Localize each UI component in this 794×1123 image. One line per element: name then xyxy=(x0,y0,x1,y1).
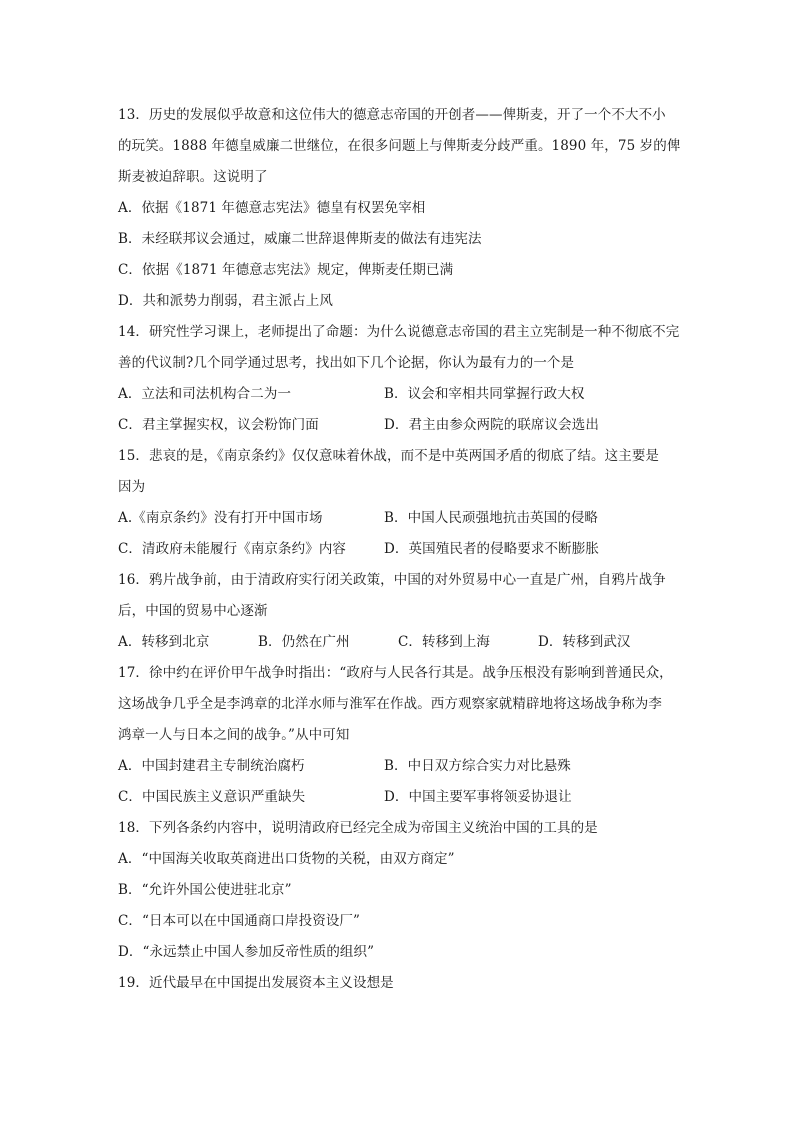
question-stem-line: 这场战争几乎全是李鸿章的北洋水师与淮军在作战。西方观察家就精辟地将这场战争称为李 xyxy=(118,696,662,712)
option-d: D．中国主要军事将领妥协退让 xyxy=(384,789,572,805)
option-d: D．“永远禁止中国人参加反帝性质的组织” xyxy=(118,944,375,960)
option-row xyxy=(118,782,678,813)
exam-page xyxy=(118,100,681,999)
option-d: D．转移到武汉 xyxy=(538,634,631,650)
question-stem-line: 的玩笑。1888 年德皇威廉二世继位，在很多问题上与俾斯麦分歧严重。1890 年，75 岁的俾 xyxy=(118,138,681,154)
option-c: C．依据《1871 年德意志宪法》规定，俾斯麦任期已满 xyxy=(118,262,454,278)
option-b: B．中日双方综合实力对比悬殊 xyxy=(384,758,571,774)
option-row xyxy=(118,751,678,782)
question-stem-line: 17．徐中约在评价甲午战争时指出：“政府与人民各行其是。战争压根没有影响到普通民众， xyxy=(118,665,673,681)
option-b: B．仍然在广州 xyxy=(258,634,350,650)
question-stem-line: 因为 xyxy=(118,479,146,495)
question-17 xyxy=(118,658,678,813)
question-stem-line: 15．悲哀的是，《南京条约》仅仅意味着休战，而不是中英两国矛盾的彻底了结。这主要是 xyxy=(118,448,660,464)
option-b: B．议会和宰相共同掌握行政大权 xyxy=(384,386,585,402)
option-row xyxy=(118,410,678,441)
question-stem-line: 后，中国的贸易中心逐渐 xyxy=(118,603,268,619)
option-a: A．立法和司法机构合二为一 xyxy=(118,386,292,402)
option-a: A．依据《1871 年德意志宪法》德皇有权罢免宰相 xyxy=(118,200,426,216)
option-d: D．共和派势力削弱，君主派占上风 xyxy=(118,293,333,309)
question-stem-line: 16．鸦片战争前，由于清政府实行闭关政策，中国的对外贸易中心一直是广州，自鸦片战争 xyxy=(118,572,666,588)
question-stem-line: 善的代议制?几个同学通过思考，找出如下几个论据，你认为最有力的一个是 xyxy=(118,355,575,371)
option-row xyxy=(118,627,678,658)
option-c: C．君主掌握实权，议会粉饰门面 xyxy=(118,417,319,433)
option-row xyxy=(118,534,678,565)
option-b: B．“允许外国公使进驻北京” xyxy=(118,882,292,898)
option-c: C．清政府未能履行《南京条约》内容 xyxy=(118,541,347,557)
option-d: D．英国殖民者的侵略要求不断膨胀 xyxy=(384,541,599,557)
option-a: A．转移到北京 xyxy=(118,634,210,650)
question-stem-line: 斯麦被迫辞职。这说明了 xyxy=(118,169,268,185)
question-13 xyxy=(118,100,681,317)
option-b: B．中国人民顽强地抗击英国的侵略 xyxy=(384,510,599,526)
option-c: C．转移到上海 xyxy=(398,634,491,650)
question-stem-line: 鸿章一人与日本之间的战争。”从中可知 xyxy=(118,727,350,743)
option-a: A．中国封建君主专制统治腐朽 xyxy=(118,758,305,774)
question-18 xyxy=(118,813,678,968)
option-c: C．中国民族主义意识严重缺失 xyxy=(118,789,306,805)
question-stem-line: 18．下列各条约内容中，说明清政府已经完全成为帝国主义统治中国的工具的是 xyxy=(118,820,598,836)
option-d: D．君主由参众两院的联席议会选出 xyxy=(384,417,599,433)
question-stem-line: 13．历史的发展似乎故意和这位伟大的德意志帝国的开创者——俾斯麦，开了一个不大不小 xyxy=(118,107,666,123)
option-a: A．“中国海关收取英商进出口货物的关税，由双方商定” xyxy=(118,851,455,867)
question-14 xyxy=(118,317,678,441)
option-c: C．“日本可以在中国通商口岸投资设厂” xyxy=(118,913,361,929)
question-15 xyxy=(118,441,678,565)
question-stem-line: 19．近代最早在中国提出发展资本主义设想是 xyxy=(118,975,394,991)
question-16 xyxy=(118,565,678,658)
option-row xyxy=(118,503,678,534)
option-row xyxy=(118,379,678,410)
question-19 xyxy=(118,968,678,999)
question-stem-line: 14．研究性学习课上，老师提出了命题：为什么说德意志帝国的君主立宪制是一种不彻底不完 xyxy=(118,324,680,340)
option-a: A.《南京条约》没有打开中国市场 xyxy=(118,510,323,526)
option-b: B．未经联邦议会通过，威廉二世辞退俾斯麦的做法有违宪法 xyxy=(118,231,482,247)
